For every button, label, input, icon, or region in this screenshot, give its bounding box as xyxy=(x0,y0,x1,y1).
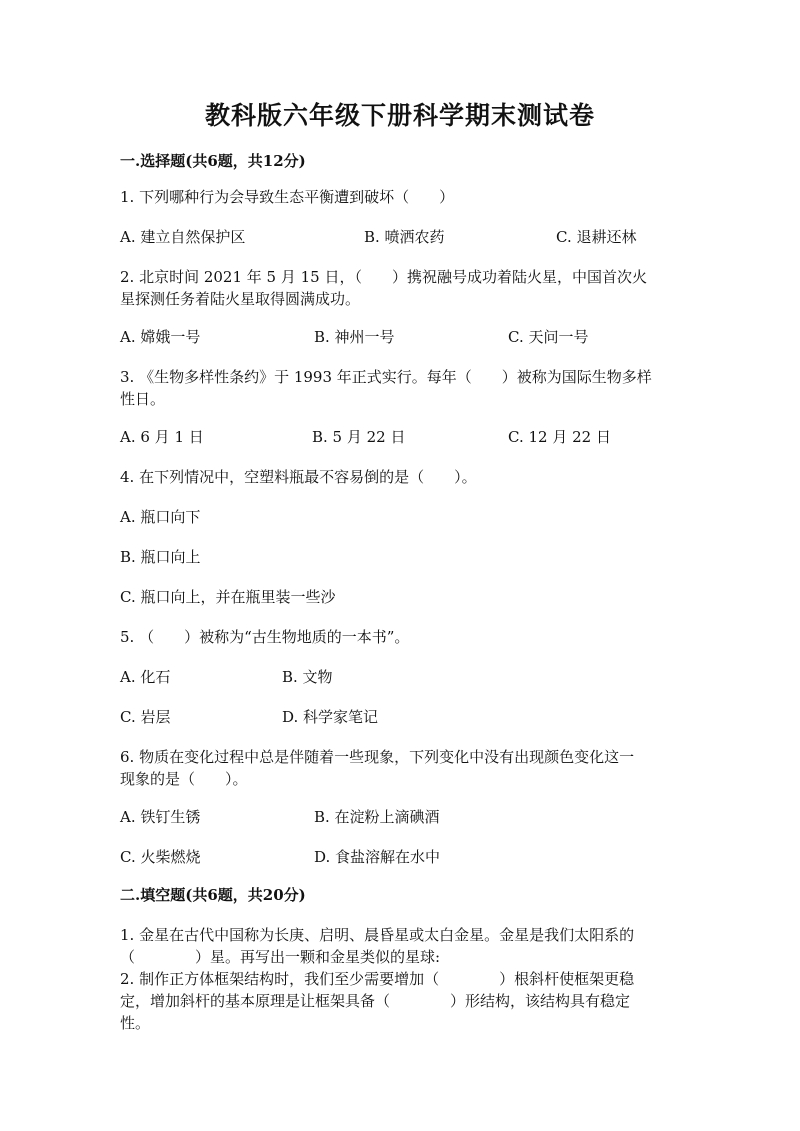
fill-question-2-line1: 2. 制作正方体框架结构时，我们至少需要增加（ ）根斜杆使框架更稳 xyxy=(120,970,635,988)
section-heading-fill: 二.填空题(共6题，共20分) xyxy=(120,886,306,904)
question-2-option-b: B. 神州一号 xyxy=(314,328,395,346)
question-4-text: 4. 在下列情况中，空塑料瓶最不容易倒的是（ ）。 xyxy=(120,468,477,486)
section-heading-choice: 一.选择题(共6题，共12分) xyxy=(120,152,306,170)
question-5-text: 5. （ ）被称为“古生物地质的一本书”。 xyxy=(120,628,410,646)
fill-question-2-line2: 定，增加斜杆的基本原理是让框架具备（ ）形结构，该结构具有稳定 xyxy=(120,992,631,1010)
question-4-option-c: C. 瓶口向上，并在瓶里装一些沙 xyxy=(120,588,336,606)
question-5-option-d: D. 科学家笔记 xyxy=(282,708,379,726)
question-6-text-line2: 现象的是（ ）。 xyxy=(120,770,248,788)
question-5-option-c: C. 岩层 xyxy=(120,708,171,726)
question-3-option-b: B. 5 月 22 日 xyxy=(312,428,406,446)
fill-question-1-line1: 1. 金星在古代中国称为长庚、启明、晨昏星或太白金星。金星是我们太阳系的 xyxy=(120,926,635,944)
page-title: 教科版六年级下册科学期末测试卷 xyxy=(204,101,595,130)
question-6-option-c: C. 火柴燃烧 xyxy=(120,848,201,866)
question-3-text-line2: 性日。 xyxy=(120,390,166,408)
question-5-option-b: B. 文物 xyxy=(282,668,333,686)
question-3-text-line1: 3. 《生物多样性条约》于 1993 年正式实行。每年（ ）被称为国际生物多样 xyxy=(120,368,652,386)
question-3-option-c: C. 12 月 22 日 xyxy=(508,428,611,446)
question-1-text: 1. 下列哪种行为会导致生态平衡遭到破坏（ ） xyxy=(120,188,455,206)
question-2-option-c: C. 天问一号 xyxy=(508,328,589,346)
question-2-option-a: A. 嫦娥一号 xyxy=(120,328,201,346)
question-1-option-b: B. 喷洒农药 xyxy=(364,228,445,246)
question-2-text-line2: 星探测任务着陆火星取得圆满成功。 xyxy=(120,290,361,308)
question-6-option-b: B. 在淀粉上滴碘酒 xyxy=(314,808,440,826)
question-3-option-a: A. 6 月 1 日 xyxy=(120,428,204,446)
question-6-text-line1: 6. 物质在变化过程中总是伴随着一些现象，下列变化中没有出现颜色变化这一 xyxy=(120,748,635,766)
fill-question-1-line2: （ ）星。再写出一颗和金星类似的星球: xyxy=(120,948,441,966)
question-4-option-b: B. 瓶口向上 xyxy=(120,548,201,566)
question-1-option-c: C. 退耕还林 xyxy=(556,228,637,246)
question-5-option-a: A. 化石 xyxy=(120,668,171,686)
question-6-option-a: A. 铁钉生锈 xyxy=(120,808,201,826)
question-1-option-a: A. 建立自然保护区 xyxy=(120,228,246,246)
fill-question-2-line3: 性。 xyxy=(120,1014,151,1032)
question-2-text-line1: 2. 北京时间 2021 年 5 月 15 日，（ ）携祝融号成功着陆火星，中国首次火 xyxy=(120,268,647,286)
question-4-option-a: A. 瓶口向下 xyxy=(120,508,201,526)
question-6-option-d: D. 食盐溶解在水中 xyxy=(314,848,441,866)
